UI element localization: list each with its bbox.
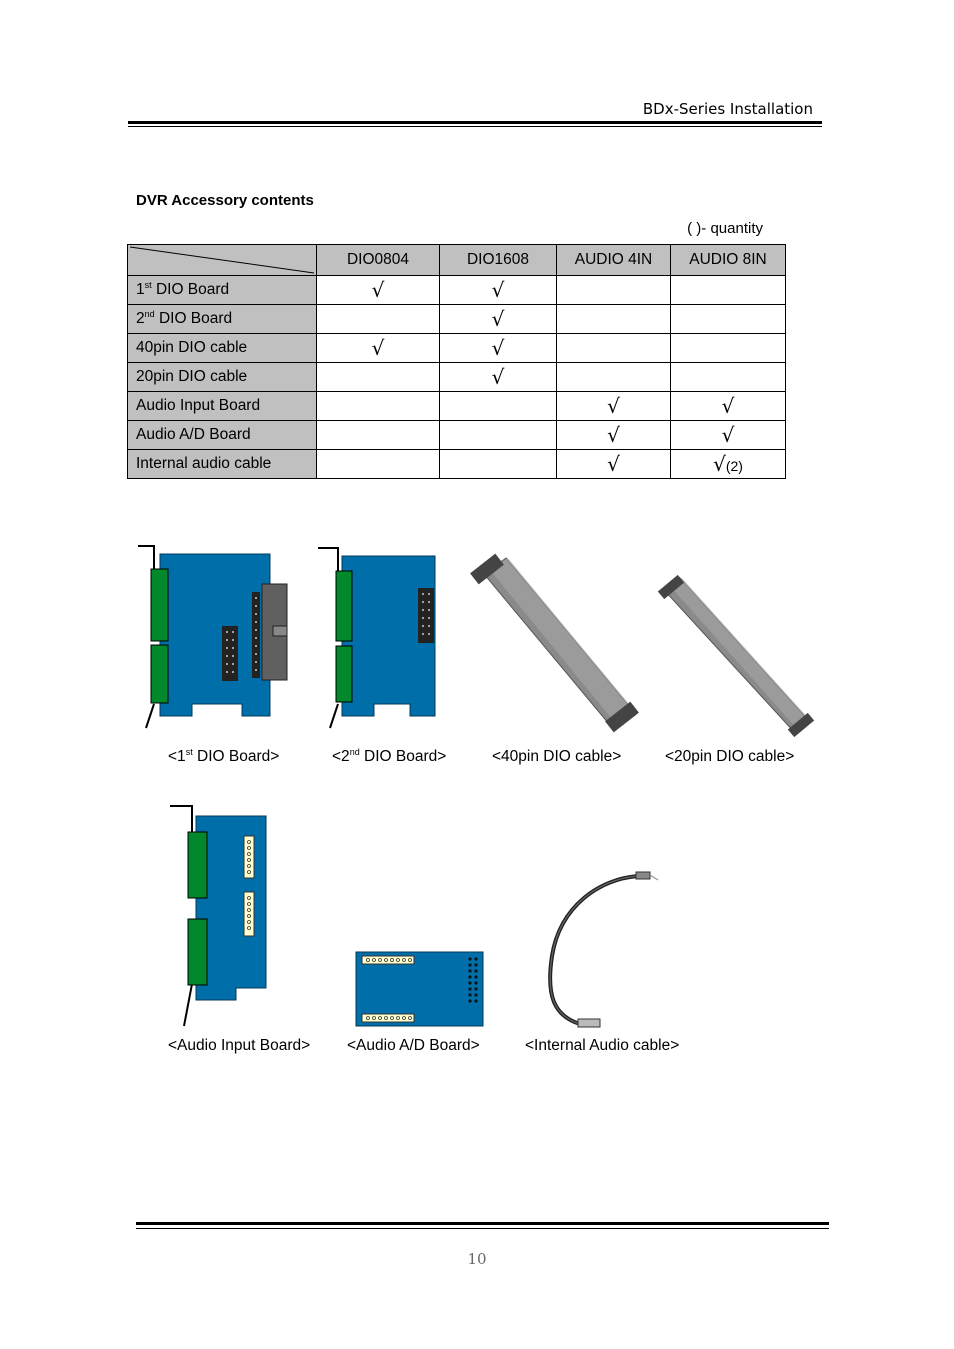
check-cell: √	[557, 392, 671, 421]
table-row	[128, 363, 786, 392]
check-cell: √	[317, 276, 440, 305]
table-header-row	[128, 245, 786, 276]
check-cell: √	[671, 392, 786, 421]
check-cell	[671, 334, 786, 363]
audio-ad-board-image	[354, 950, 486, 1028]
check-cell: √	[557, 450, 671, 479]
check-cell: √	[557, 421, 671, 450]
check-cell	[671, 363, 786, 392]
audio-input-board-image	[166, 802, 276, 1030]
diagonal-line	[128, 245, 316, 275]
section-title: DVR Accessory contents	[136, 192, 314, 209]
check-cell	[671, 305, 786, 334]
check-cell: √	[440, 334, 557, 363]
caption-audio-input-board: <Audio Input Board>	[168, 1037, 311, 1054]
dio-board-1-image	[132, 544, 292, 729]
table-row	[128, 421, 786, 450]
row-label: Audio A/D Board	[128, 421, 317, 450]
header-rule	[128, 121, 822, 124]
check-cell	[440, 392, 557, 421]
table-row	[128, 276, 786, 305]
caption-audio-ad-board: <Audio A/D Board>	[347, 1037, 480, 1054]
check-cell	[671, 276, 786, 305]
row-label: Internal audio cable	[128, 450, 317, 479]
check-cell: √	[440, 363, 557, 392]
check-cell	[317, 421, 440, 450]
table-row	[128, 392, 786, 421]
row-label: 2nd DIO Board	[128, 305, 317, 334]
footer-rule-thin	[136, 1228, 829, 1229]
table-row	[128, 450, 786, 479]
check-cell	[557, 276, 671, 305]
check-cell: √	[440, 276, 557, 305]
cable-40pin-image	[466, 552, 641, 737]
check-cell	[440, 421, 557, 450]
row-label: 20pin DIO cable	[128, 363, 317, 392]
check-cell: √	[671, 421, 786, 450]
quantity-note: ( )- quantity	[687, 220, 763, 237]
column-header: AUDIO 4IN	[557, 245, 671, 276]
internal-audio-cable-image	[540, 866, 665, 1034]
check-cell	[317, 363, 440, 392]
quantity-value: (2)	[725, 458, 743, 474]
footer-rule	[136, 1222, 829, 1225]
caption-cable-20pin: <20pin DIO cable>	[665, 748, 795, 765]
check-cell	[317, 392, 440, 421]
caption-internal-audio-cable: <Internal Audio cable>	[525, 1037, 680, 1054]
check-cell: √	[440, 305, 557, 334]
row-label: Audio Input Board	[128, 392, 317, 421]
check-cell	[557, 305, 671, 334]
running-header: BDx-Series Installation	[642, 100, 813, 118]
header-rule-thin	[128, 126, 822, 127]
check-cell	[557, 363, 671, 392]
column-header: DIO1608	[440, 245, 557, 276]
dio-board-2-image	[312, 544, 442, 729]
table-row	[128, 305, 786, 334]
accessory-table	[127, 244, 786, 479]
check-cell	[317, 450, 440, 479]
cable-20pin-image	[656, 572, 816, 744]
caption-cable-40pin: <40pin DIO cable>	[492, 748, 622, 765]
column-header: AUDIO 8IN	[671, 245, 786, 276]
row-label: 40pin DIO cable	[128, 334, 317, 363]
check-cell	[557, 334, 671, 363]
caption-dio-board-1: <1st DIO Board>	[168, 746, 280, 765]
table-row	[128, 334, 786, 363]
check-cell: √(2)	[671, 450, 786, 479]
table-corner-cell	[128, 245, 317, 276]
check-cell	[440, 450, 557, 479]
check-cell	[317, 305, 440, 334]
check-cell: √	[317, 334, 440, 363]
caption-dio-board-2: <2nd DIO Board>	[332, 746, 447, 765]
column-header: DIO0804	[317, 245, 440, 276]
page-number: 10	[467, 1250, 487, 1268]
row-label: 1st DIO Board	[128, 276, 317, 305]
